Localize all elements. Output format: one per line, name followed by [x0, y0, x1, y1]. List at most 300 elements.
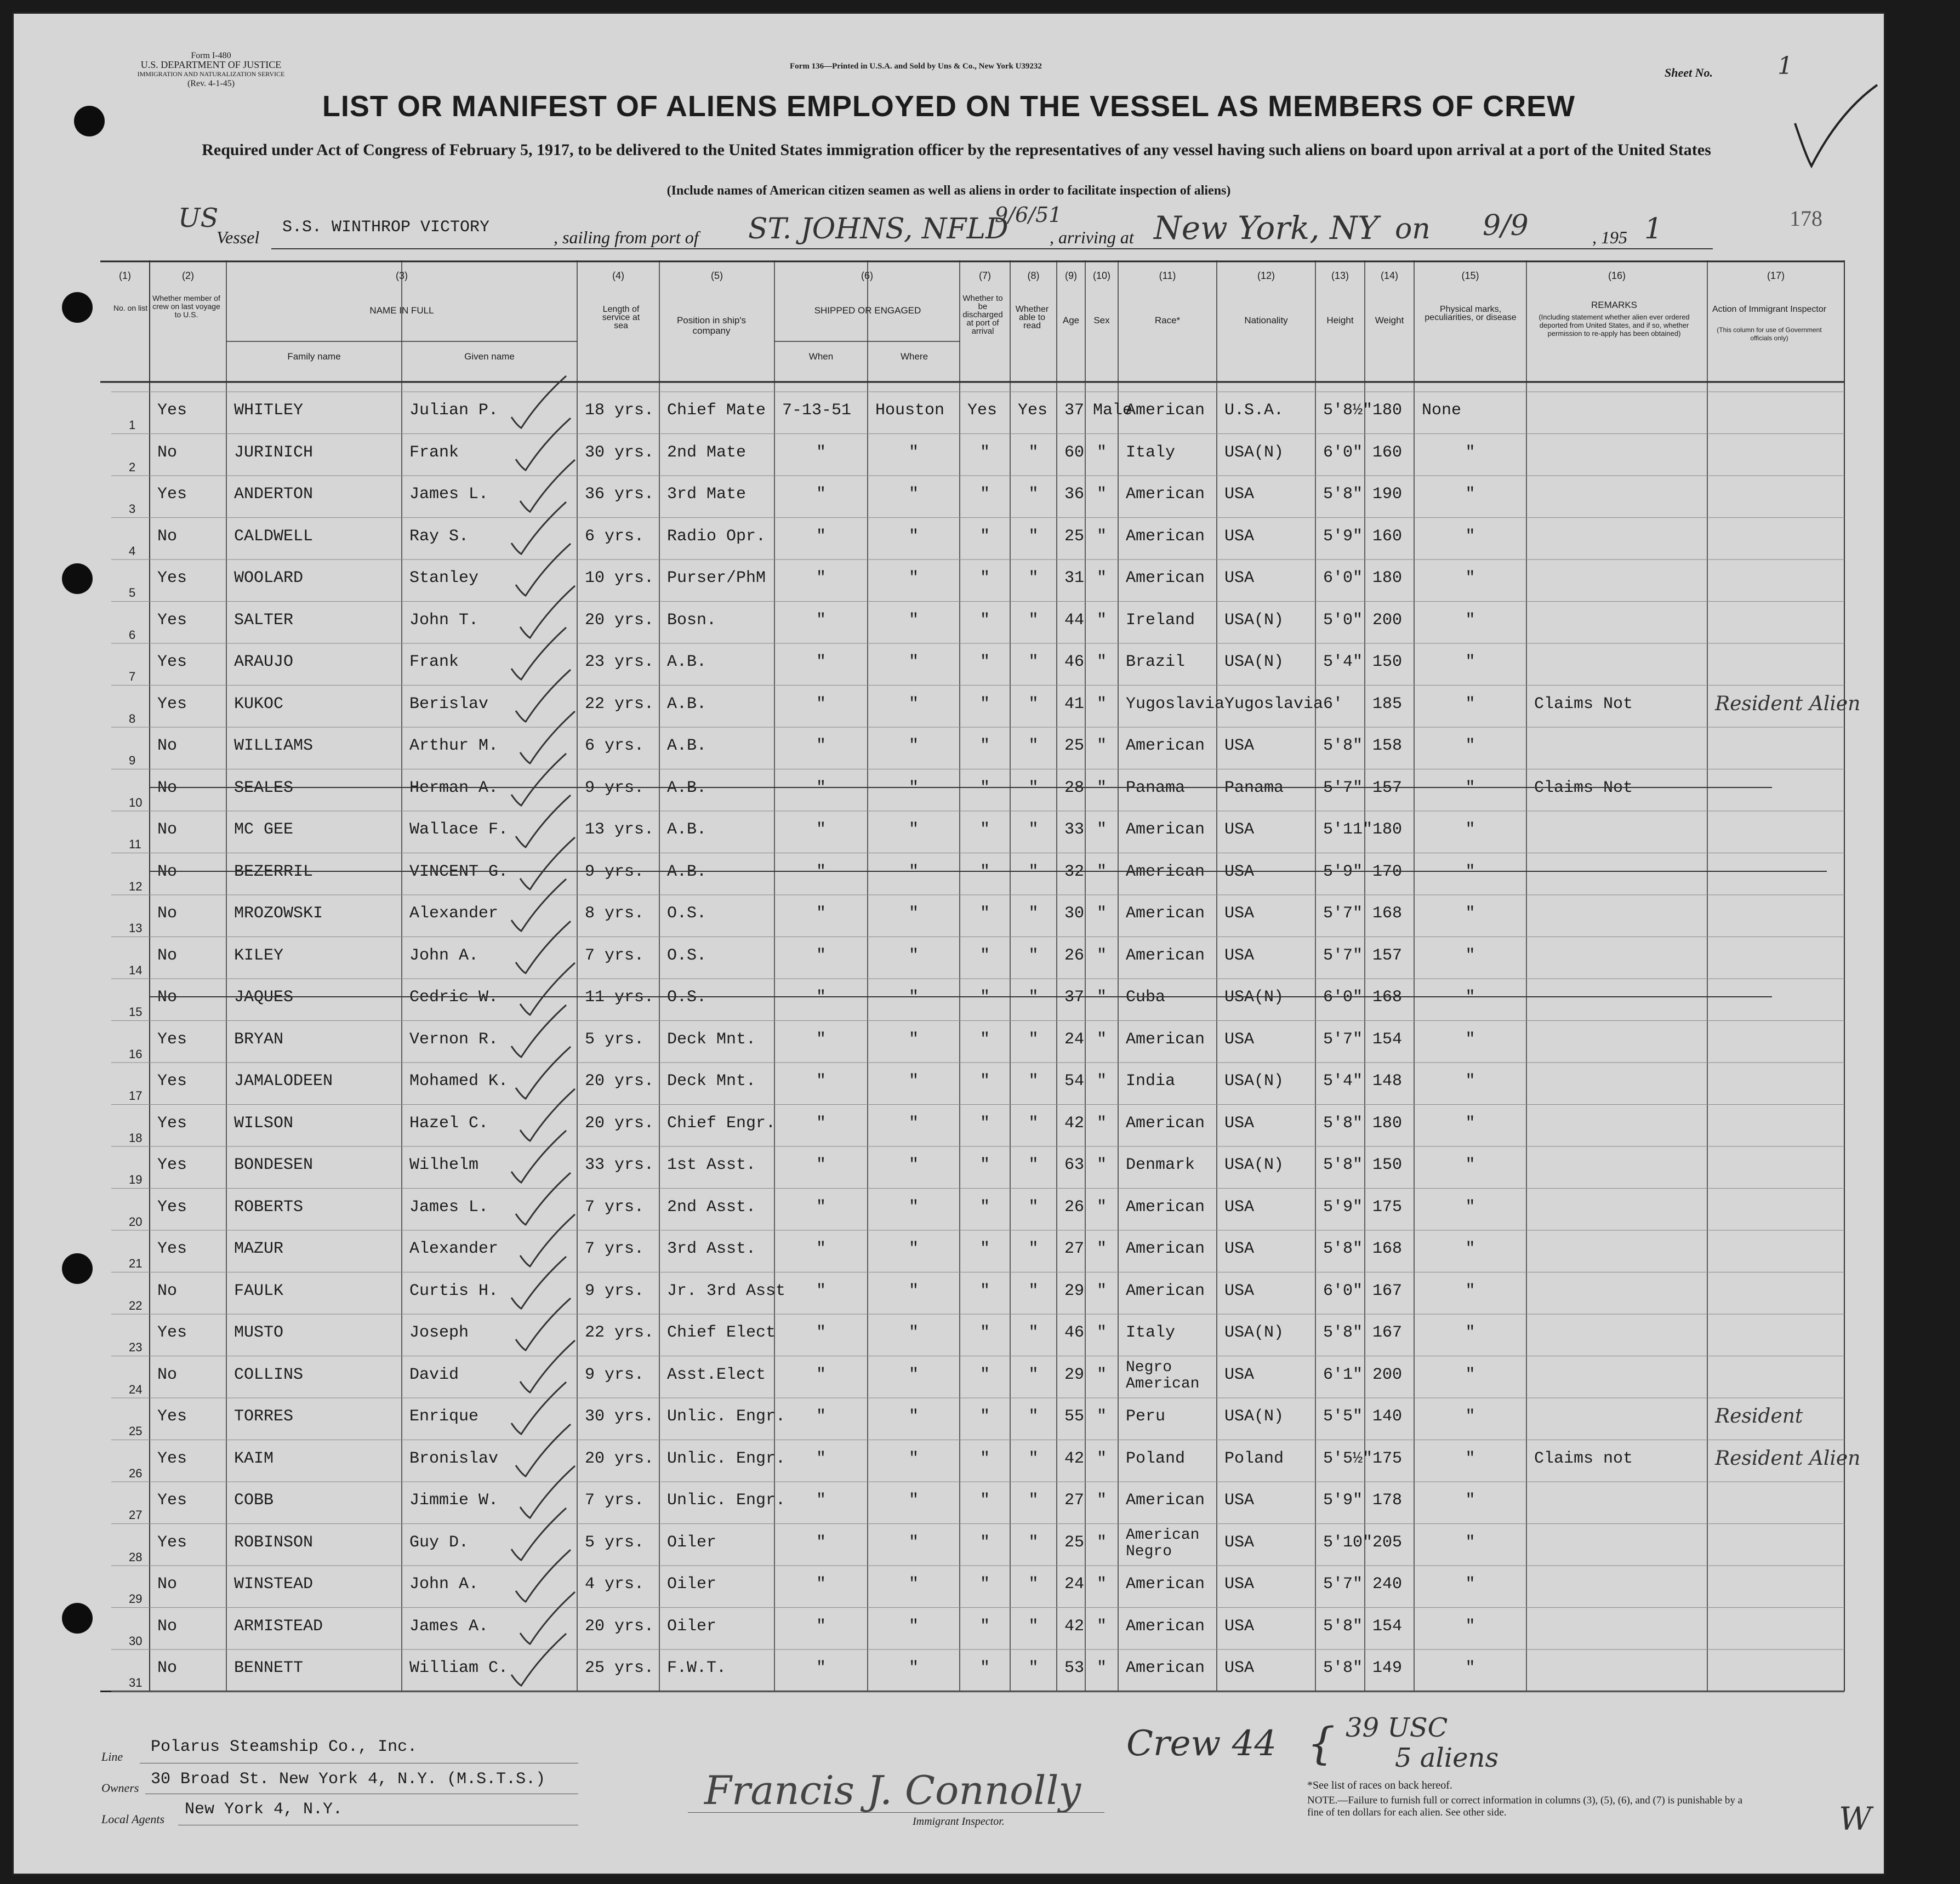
cell-read: ": [1028, 1449, 1039, 1468]
cell-nationality: USA: [1224, 1575, 1255, 1594]
cell-race: American: [1126, 569, 1205, 587]
cell-read: ": [1028, 610, 1039, 630]
header-physical: Physical marks, peculiarities, or disease: [1425, 305, 1517, 322]
cell-given: Frank: [409, 653, 459, 671]
cell-height: 5'8": [1323, 485, 1363, 504]
header-sex: Sex: [1093, 315, 1110, 326]
row-number: 17: [129, 1089, 143, 1103]
cell-family: WILSON: [234, 1114, 294, 1133]
cell-service: 20 yrs.: [585, 610, 654, 630]
cell-when: ": [816, 904, 826, 923]
cell-family: JURINICH: [234, 443, 314, 462]
form-id-block: [112, 51, 310, 88]
crew-row: [100, 1312, 1889, 1354]
cell-service: 23 yrs.: [585, 653, 654, 671]
line-label: Line: [101, 1750, 123, 1763]
cell-physical: ": [1465, 778, 1475, 797]
cell-sex: ": [1096, 1407, 1107, 1426]
cell-sex: ": [1096, 1323, 1107, 1342]
cell-physical: ": [1465, 694, 1475, 713]
cell-action: Resident Alien: [1715, 692, 1861, 715]
cell-age: 55: [1064, 1407, 1085, 1426]
cell-given: Ray S.: [409, 527, 469, 546]
cell-nationality: USA: [1224, 1240, 1255, 1258]
cell-sex: ": [1096, 904, 1107, 923]
crew-row: [100, 600, 1889, 642]
cell-when: ": [816, 1365, 826, 1384]
cell-height: 5'4": [1323, 1072, 1363, 1091]
row-number: 26: [129, 1466, 143, 1480]
crew-row: [100, 473, 1889, 516]
cell-height: 5'7": [1323, 778, 1363, 797]
strike-line: [150, 787, 1772, 788]
cell-family: MROZOWSKI: [234, 904, 323, 923]
cell-read: ": [1028, 1323, 1039, 1342]
column-number: (15): [1461, 270, 1479, 281]
form-revision: (Rev. 4-1-45): [187, 79, 235, 88]
cell-given: Berislav: [409, 694, 489, 713]
crew-row: [100, 516, 1889, 558]
cell-age: 26: [1064, 946, 1085, 965]
cell-sex: ": [1096, 610, 1107, 630]
cell-read: ": [1028, 1365, 1039, 1384]
cell-physical: ": [1465, 946, 1475, 965]
cell-nationality: USA(N): [1224, 1407, 1284, 1426]
cell-member: No: [157, 1365, 178, 1384]
cell-member: Yes: [157, 485, 187, 504]
cell-action: Resident: [1715, 1405, 1803, 1428]
cell-service: 13 yrs.: [585, 820, 654, 839]
cell-age: 28: [1064, 778, 1085, 797]
cell-sex: ": [1096, 1072, 1107, 1091]
vessel-name: S.S. WINTHROP VICTORY: [282, 218, 490, 237]
cell-given: James A.: [409, 1617, 489, 1636]
cell-where: ": [908, 820, 919, 839]
header-family-name: Family name: [287, 351, 341, 362]
cell-weight: 160: [1372, 443, 1403, 462]
cell-when: ": [816, 569, 826, 587]
crew-row: [100, 1228, 1889, 1270]
cell-family: COLLINS: [234, 1365, 304, 1384]
row-number: 31: [129, 1676, 143, 1689]
cell-height: 5'7": [1323, 904, 1363, 923]
cell-family: MC GEE: [234, 820, 294, 839]
cell-when: ": [816, 1407, 826, 1426]
cell-position: Deck Mnt.: [667, 1072, 756, 1091]
year-prefix: , 195: [1592, 227, 1627, 247]
crew-row: [100, 390, 1889, 432]
cell-given: Julian P.: [409, 401, 499, 420]
cell-age: 46: [1064, 1323, 1085, 1342]
cell-age: 37: [1064, 988, 1085, 1007]
cell-read: ": [1028, 1407, 1039, 1426]
cell-race: Panama: [1126, 778, 1186, 797]
cell-read: ": [1028, 485, 1039, 504]
cell-read: ": [1028, 1281, 1039, 1300]
column-number: (17): [1767, 270, 1785, 281]
races-note: *See list of races on back hereof.: [1307, 1779, 1452, 1791]
cell-position: A.B.: [667, 778, 707, 797]
cell-physical: ": [1465, 1114, 1475, 1133]
cell-read: ": [1028, 988, 1039, 1007]
cell-read: ": [1028, 1659, 1039, 1677]
cell-position: Asst.Elect: [667, 1365, 766, 1384]
cell-family: ANDERTON: [234, 485, 314, 504]
cell-race: Peru: [1126, 1407, 1166, 1426]
column-number: (5): [711, 270, 723, 281]
cell-position: Radio Opr.: [667, 527, 766, 546]
line-value: Polarus Steamship Co., Inc.: [151, 1738, 418, 1756]
cell-read: ": [1028, 1491, 1039, 1510]
row-number: 27: [129, 1508, 143, 1522]
cell-read: ": [1028, 1617, 1039, 1636]
column-number: (9): [1065, 270, 1077, 281]
sheet-number: 1: [1777, 52, 1793, 80]
cell-where: ": [908, 1533, 919, 1552]
cell-service: 6 yrs.: [585, 737, 645, 755]
crew-row: [100, 1438, 1889, 1480]
cell-position: Jr. 3rd Asst: [667, 1281, 786, 1300]
punch-hole: [62, 1253, 93, 1284]
cell-discharged: ": [979, 569, 990, 587]
cell-discharged: ": [979, 485, 990, 504]
cell-height: 6'0": [1323, 1281, 1363, 1300]
cell-given: Frank: [409, 443, 459, 462]
cell-given: Bronislav: [409, 1449, 499, 1468]
cell-read: ": [1028, 737, 1039, 755]
cell-given: Jimmie W.: [409, 1491, 499, 1510]
cell-position: 3rd Mate: [667, 485, 747, 504]
punch-hole: [62, 1603, 93, 1634]
cell-sex: ": [1096, 1114, 1107, 1133]
row-number: 7: [129, 670, 136, 683]
check-mark: [506, 1631, 572, 1691]
sailing-label: , sailing from port of: [554, 227, 699, 247]
cell-family: WINSTEAD: [234, 1575, 314, 1594]
cell-race: American: [1126, 1114, 1205, 1133]
cell-service: 10 yrs.: [585, 569, 654, 587]
cell-physical: ": [1465, 737, 1475, 755]
cell-where: ": [908, 778, 919, 797]
crew-alien-note: 5 aliens: [1395, 1743, 1499, 1773]
cell-family: COBB: [234, 1491, 274, 1510]
cell-race: American: [1126, 946, 1205, 965]
cell-given: David: [409, 1365, 459, 1384]
cell-physical: ": [1465, 1365, 1475, 1384]
cell-sex: ": [1096, 946, 1107, 965]
cell-weight: 180: [1372, 401, 1403, 420]
sheet-label: Sheet No.: [1665, 66, 1713, 79]
cell-member: No: [157, 904, 178, 923]
cell-height: 5'8½": [1323, 401, 1373, 420]
cell-race: American: [1126, 1617, 1205, 1636]
cell-race: American: [1126, 1491, 1205, 1510]
cell-weight: 157: [1372, 778, 1403, 797]
cell-position: 3rd Asst.: [667, 1240, 756, 1258]
cell-service: 9 yrs.: [585, 1281, 645, 1300]
cell-member: Yes: [157, 1449, 187, 1468]
cell-race: American: [1126, 1659, 1205, 1677]
cell-nationality: Poland: [1224, 1449, 1284, 1468]
cell-position: Oiler: [667, 1617, 717, 1636]
cell-member: No: [157, 820, 178, 839]
cell-where: ": [908, 485, 919, 504]
crew-row: [100, 851, 1889, 893]
cell-weight: 168: [1372, 1240, 1403, 1258]
cell-read: ": [1028, 1533, 1039, 1552]
cell-position: F.W.T.: [667, 1659, 727, 1677]
cell-position: Unlic. Engr.: [667, 1449, 786, 1468]
crew-row: [100, 1103, 1889, 1145]
crew-usc-note: 39 USC: [1346, 1712, 1448, 1743]
cell-when: ": [816, 527, 826, 546]
cell-physical: ": [1465, 1491, 1475, 1510]
cell-age: 31: [1064, 569, 1085, 587]
cell-family: MUSTO: [234, 1323, 284, 1342]
cell-discharged: ": [979, 778, 990, 797]
cell-given: William C.: [409, 1659, 509, 1677]
cell-height: 5'8": [1323, 1240, 1363, 1258]
cell-read: ": [1028, 569, 1039, 587]
cell-where: ": [908, 569, 919, 587]
agency-name: U.S. DEPARTMENT OF JUSTICE: [140, 59, 282, 70]
cell-sex: ": [1096, 1365, 1107, 1384]
cell-discharged: ": [979, 1575, 990, 1594]
cell-physical: ": [1465, 820, 1475, 839]
inspector-label: Immigrant Inspector.: [913, 1816, 1005, 1828]
cell-family: KILEY: [234, 946, 284, 965]
cell-given: Hazel C.: [409, 1114, 489, 1133]
cell-where: ": [908, 694, 919, 713]
crew-row: [100, 1522, 1889, 1564]
cell-given: Cedric W.: [409, 988, 499, 1007]
column-number: (16): [1608, 270, 1626, 281]
row-number: 3: [129, 502, 136, 516]
column-number: (13): [1331, 270, 1349, 281]
punch-hole: [62, 292, 93, 323]
cell-position: A.B.: [667, 737, 707, 755]
header-nationality: Nationality: [1244, 315, 1288, 326]
cell-member: No: [157, 527, 178, 546]
cell-sex: ": [1096, 1449, 1107, 1468]
arrival-date: 9/9: [1483, 209, 1529, 242]
cell-sex: ": [1096, 1197, 1107, 1217]
cell-service: 30 yrs.: [585, 443, 654, 462]
crew-row: [100, 1606, 1889, 1648]
cell-physical: ": [1465, 569, 1475, 587]
cell-age: 24: [1064, 1575, 1085, 1594]
cell-height: 6': [1323, 694, 1343, 713]
row-number: 19: [129, 1173, 143, 1186]
agents-label: Local Agents: [101, 1812, 165, 1826]
header-name-in-full: NAME IN FULL: [369, 305, 434, 316]
cell-position: Unlic. Engr.: [667, 1407, 786, 1426]
cell-physical: ": [1465, 1240, 1475, 1258]
cell-weight: 158: [1372, 737, 1403, 755]
cell-sex: ": [1096, 1156, 1107, 1174]
cell-height: 5'8": [1323, 737, 1363, 755]
cell-weight: 149: [1372, 1659, 1403, 1677]
cell-sex: ": [1096, 569, 1107, 587]
cell-where: ": [908, 946, 919, 965]
cell-given: Curtis H.: [409, 1281, 499, 1300]
header-action-note: (This column for use of Government officials only): [1717, 326, 1822, 342]
cell-family: BRYAN: [234, 1030, 284, 1049]
cell-age: 27: [1064, 1491, 1085, 1510]
cell-nationality: USA(N): [1224, 1323, 1284, 1342]
cell-physical: None: [1422, 401, 1462, 420]
cell-when: 7-13-51: [782, 401, 852, 420]
cell-service: 9 yrs.: [585, 862, 645, 881]
cell-nationality: USA: [1224, 1533, 1255, 1552]
cell-weight: 190: [1372, 485, 1403, 504]
header-discharged: Whether to be discharged at port of arrival: [962, 294, 1003, 336]
cell-remarks: Claims not: [1534, 1449, 1633, 1468]
cell-family: SEALES: [234, 778, 294, 797]
cell-service: 30 yrs.: [585, 1407, 654, 1426]
column-number: (7): [979, 270, 991, 281]
cell-age: 37: [1064, 401, 1085, 420]
cell-given: Vernon R.: [409, 1030, 499, 1049]
cell-read: ": [1028, 1575, 1039, 1594]
cell-age: 44: [1064, 610, 1085, 630]
cell-member: Yes: [157, 1491, 187, 1510]
cell-position: A.B.: [667, 820, 707, 839]
column-number: (3): [396, 270, 408, 281]
cell-where: ": [908, 904, 919, 923]
cell-when: ": [816, 1491, 826, 1510]
cell-member: Yes: [157, 569, 187, 587]
year-suffix: 1: [1644, 213, 1663, 246]
cell-given: Wilhelm: [409, 1156, 479, 1174]
cell-position: A.B.: [667, 694, 707, 713]
cell-height: 6'0": [1323, 443, 1363, 462]
cell-family: BONDESEN: [234, 1156, 314, 1174]
cell-member: Yes: [157, 653, 187, 671]
cell-member: No: [157, 778, 178, 797]
cell-service: 6 yrs.: [585, 527, 645, 546]
cell-discharged: ": [979, 1240, 990, 1258]
cell-where: ": [908, 1323, 919, 1342]
cell-physical: ": [1465, 610, 1475, 630]
cell-where: ": [908, 1449, 919, 1468]
row-number: 21: [129, 1257, 143, 1270]
cell-position: Deck Mnt.: [667, 1030, 756, 1049]
cell-where: ": [908, 610, 919, 630]
cell-remarks: Claims Not: [1534, 778, 1633, 797]
cell-nationality: USA: [1224, 1030, 1255, 1049]
cell-height: 5'5½": [1323, 1449, 1373, 1468]
cell-read: ": [1028, 1240, 1039, 1258]
cell-member: Yes: [157, 694, 187, 713]
cell-discharged: ": [979, 1491, 990, 1510]
cell-nationality: USA: [1224, 527, 1255, 546]
cell-position: O.S.: [667, 946, 707, 965]
header-length-service: Length of service at sea: [602, 305, 640, 330]
cell-weight: 168: [1372, 904, 1403, 923]
crew-brace: {: [1307, 1718, 1335, 1769]
header-when: When: [808, 351, 834, 362]
cell-family: BENNETT: [234, 1659, 304, 1677]
cell-age: 29: [1064, 1365, 1085, 1384]
cell-service: 20 yrs.: [585, 1449, 654, 1468]
cell-read: Yes: [1018, 401, 1048, 420]
cell-discharged: ": [979, 1323, 990, 1342]
cell-discharged: ": [979, 1449, 990, 1468]
cell-where: ": [908, 1156, 919, 1174]
cell-where: ": [908, 1491, 919, 1510]
row-number: 13: [129, 921, 143, 935]
cell-given: Guy D.: [409, 1533, 469, 1552]
departure-port: ST. JOHNS, NFLD: [748, 213, 1009, 246]
cell-height: 5'9": [1323, 527, 1363, 546]
cell-weight: 178: [1372, 1491, 1403, 1510]
cell-age: 33: [1064, 820, 1085, 839]
cell-read: ": [1028, 1156, 1039, 1174]
column-number: (4): [612, 270, 624, 281]
cell-read: ": [1028, 443, 1039, 462]
cell-physical: ": [1465, 1407, 1475, 1426]
cell-when: ": [816, 988, 826, 1007]
cell-family: WHITLEY: [234, 401, 304, 420]
cell-nationality: USA(N): [1224, 1072, 1284, 1091]
cell-where: ": [908, 1240, 919, 1258]
form-number: Form I-480: [191, 51, 231, 60]
cell-when: ": [816, 778, 826, 797]
cell-sex: ": [1096, 1575, 1107, 1594]
cell-race: Brazil: [1126, 653, 1186, 671]
cell-race: American: [1126, 862, 1205, 881]
crew-row: [100, 683, 1889, 726]
page-subnote: (Include names of American citizen seamen as well as aliens in order to facilitate inspection of aliens): [666, 184, 1231, 198]
cell-family: KUKOC: [234, 694, 284, 713]
cell-discharged: ": [979, 1114, 990, 1133]
cell-height: 6'0": [1323, 988, 1363, 1007]
page-number: 178: [1790, 206, 1822, 231]
cell-when: ": [816, 653, 826, 671]
cell-weight: 167: [1372, 1323, 1403, 1342]
cell-position: Oiler: [667, 1575, 717, 1594]
crew-row: [100, 725, 1889, 767]
cell-physical: ": [1465, 862, 1475, 881]
cell-age: 25: [1064, 737, 1085, 755]
cell-nationality: USA: [1224, 946, 1255, 965]
departure-date: 9/6/51: [995, 203, 1062, 227]
cell-when: ": [816, 1575, 826, 1594]
cell-service: 36 yrs.: [585, 485, 654, 504]
header-where: Where: [900, 351, 928, 362]
cell-physical: ": [1465, 1197, 1475, 1217]
cell-where: ": [908, 1197, 919, 1217]
cell-read: ": [1028, 820, 1039, 839]
header-given-name: Given name: [464, 351, 515, 362]
cell-physical: ": [1465, 1617, 1475, 1636]
header-age: Age: [1062, 315, 1080, 326]
cell-nationality: USA: [1224, 820, 1255, 839]
row-number: 11: [129, 837, 141, 851]
cell-weight: 160: [1372, 527, 1403, 546]
column-number: (12): [1257, 270, 1275, 281]
crew-row: [100, 977, 1889, 1019]
cell-height: 5'7": [1323, 1575, 1363, 1594]
cell-read: ": [1028, 1072, 1039, 1091]
header-no-on-list: No. on list: [113, 304, 148, 312]
cell-service: 20 yrs.: [585, 1072, 654, 1091]
cell-sex: ": [1096, 694, 1107, 713]
cell-height: 6'1": [1323, 1365, 1363, 1384]
cell-height: 5'9": [1323, 1491, 1363, 1510]
cell-member: Yes: [157, 1533, 187, 1552]
